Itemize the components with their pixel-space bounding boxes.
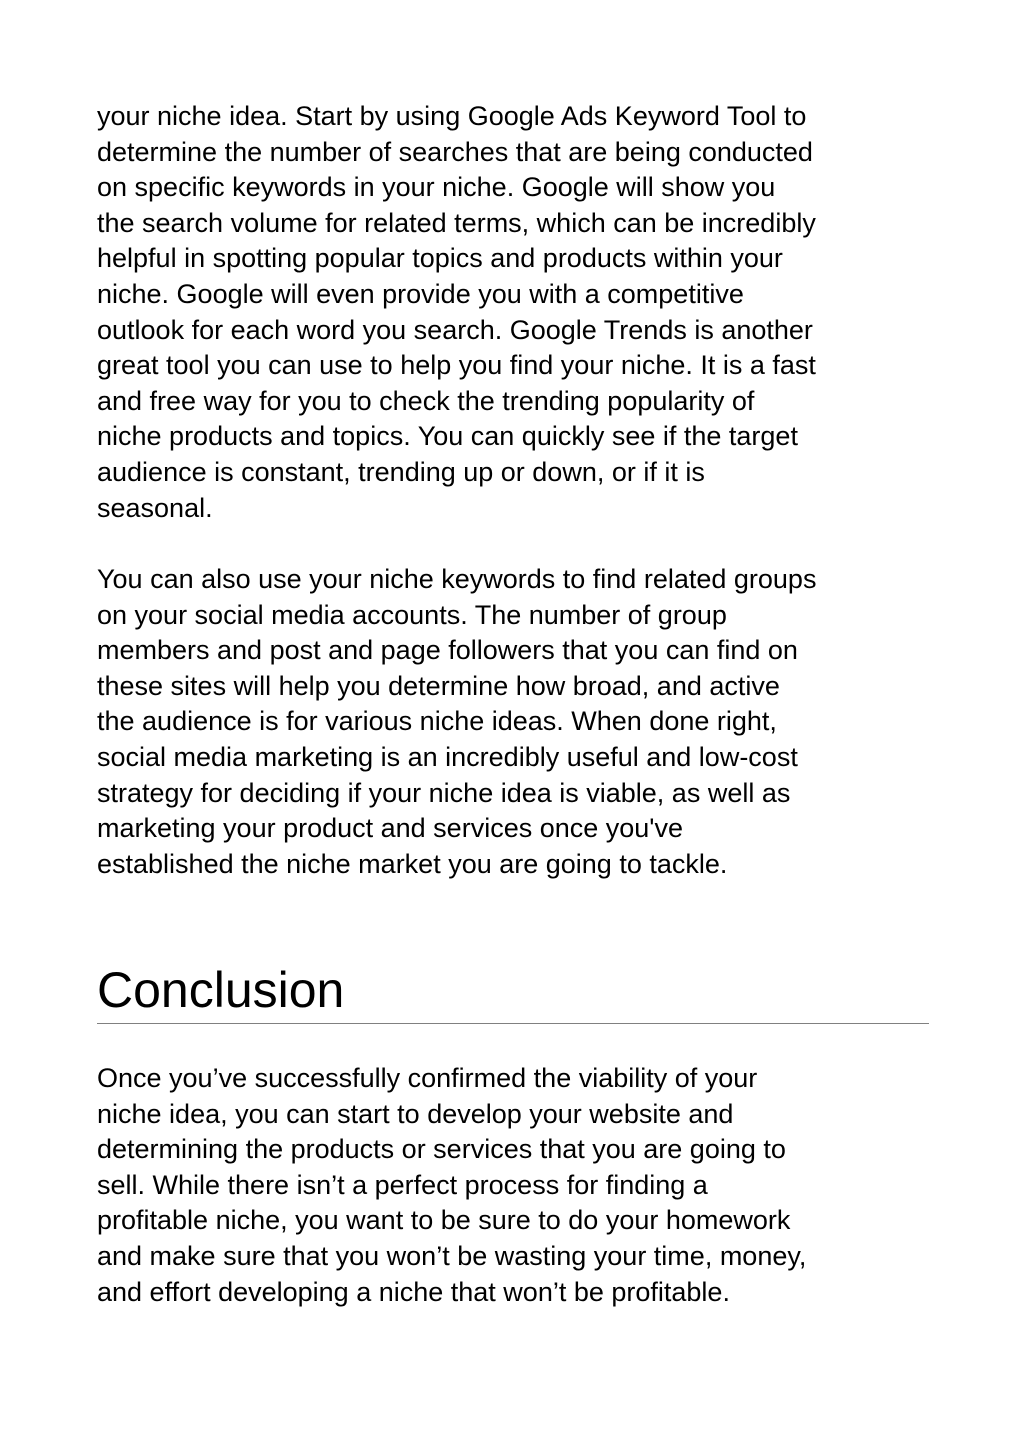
text-line: Once you’ve successfully confirmed the viability of your [97, 1063, 758, 1093]
text-line: the search volume for related terms, which can be incredibly [97, 207, 816, 238]
text-line: audience is constant, trending up or down, or if it is [97, 456, 705, 487]
text-line: and free way for you to check the trending popularity of [97, 385, 755, 416]
text-line: strategy for deciding if your niche idea is viable, as well as [97, 777, 791, 808]
text-line: on your social media accounts. The number of group [97, 599, 727, 630]
text-line: and make sure that you won’t be wasting your time, money, [97, 1240, 807, 1271]
text-line: niche products and topics. You can quickly see if the target [97, 421, 798, 452]
paragraph-social-media [97, 562, 929, 882]
text-line: sell. While there isn’t a perfect process for finding a [97, 1169, 708, 1200]
text-line: You can also use your niche keywords to find related groups [97, 564, 817, 594]
section-heading: Conclusion [97, 962, 345, 1018]
text-line: social media marketing is an incredibly useful and low-cost [97, 741, 798, 772]
text-line: the audience is for various niche ideas. When done right, [97, 706, 777, 737]
text-line: niche idea, you can start to develop your website and [97, 1098, 734, 1129]
text-line: your niche idea. Start by using Google Ads Keyword Tool to [97, 101, 807, 131]
text-line: members and post and page followers that you can find on [97, 635, 798, 666]
text-line: and effort developing a niche that won’t be profitable. [97, 1276, 730, 1307]
paragraph-conclusion [97, 1061, 929, 1310]
text-line: marketing your product and services once you've [97, 813, 683, 844]
text-line: determine the number of searches that are being conducted [97, 136, 813, 167]
text-line: established the niche market you are going to tackle. [97, 848, 728, 879]
text-line: outlook for each word you search. Google Trends is another [97, 314, 813, 345]
text-line: great tool you can use to help you find your niche. It is a fast [97, 350, 816, 381]
text-line: niche. Google will even provide you with a competitive [97, 278, 744, 309]
text-line: on specific keywords in your niche. Google will show you [97, 172, 776, 203]
text-line: profitable niche, you want to be sure to do your homework [97, 1205, 791, 1236]
text-line: determining the products or services that you are going to [97, 1134, 786, 1165]
paragraph-niche-research [97, 99, 929, 526]
heading-divider [97, 1023, 929, 1024]
text-line: helpful in spotting popular topics and products within your [97, 243, 783, 274]
text-line: these sites will help you determine how broad, and active [97, 670, 780, 701]
text-line: seasonal. [97, 492, 213, 523]
